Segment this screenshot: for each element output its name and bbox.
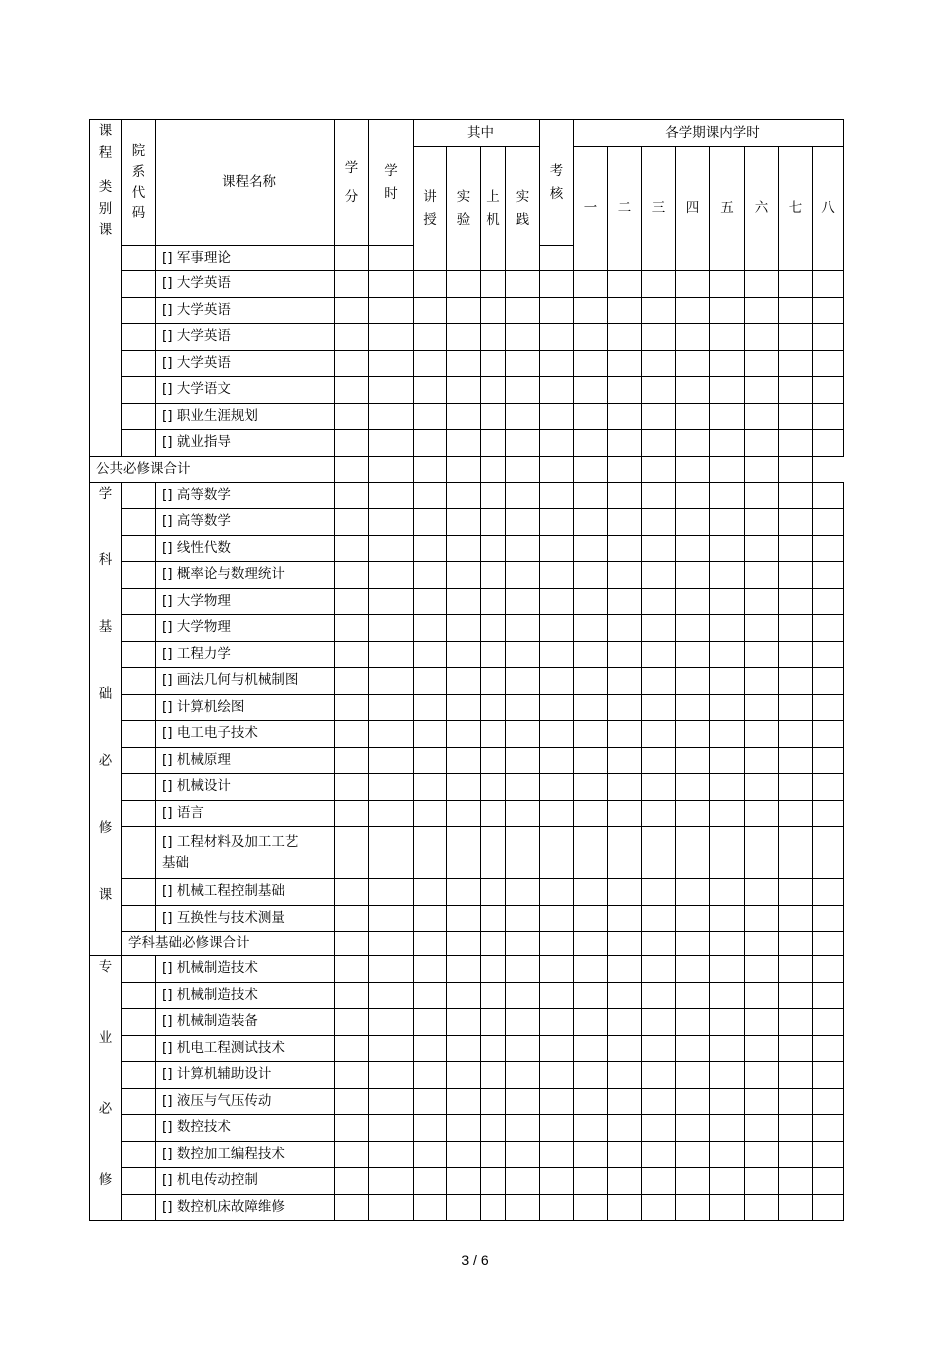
course-name-cell: [] 计算机绘图 [156, 694, 335, 721]
semester-4: 四 [676, 147, 710, 271]
header-credit: 学 分 [335, 120, 369, 246]
table-row [90, 271, 844, 298]
table-row [90, 509, 844, 536]
dept-code-cell [122, 982, 156, 1009]
table-row [90, 694, 844, 721]
course-name-cell: [] 大学英语 [156, 350, 335, 377]
course-name-cell: [] 线性代数 [156, 535, 335, 562]
dept-code-cell [122, 1115, 156, 1142]
course-name-cell: [] 高等数学 [156, 509, 335, 536]
dept-code-cell [122, 956, 156, 983]
category-major-required: 专 业 必 修 [90, 956, 122, 1221]
dept-code-cell [122, 377, 156, 404]
dept-code-cell [122, 800, 156, 827]
table-row [90, 350, 844, 377]
table-row [90, 982, 844, 1009]
course-name-cell: [] 机械制造装备 [156, 1009, 335, 1036]
header-course-name: 课程名称 [156, 120, 335, 246]
table-row [90, 588, 844, 615]
subtotal-label: 学科基础必修课合计 [122, 932, 335, 956]
dept-code-cell [122, 879, 156, 906]
course-name-cell: [] 数控机床故障维修 [156, 1194, 335, 1221]
category-discipline-basic: 学 科 基 础 必 修 课 [90, 482, 122, 956]
dept-code-cell [122, 1088, 156, 1115]
page-number: 3 / 6 [461, 1252, 489, 1268]
dept-code-cell [122, 1009, 156, 1036]
dept-code-cell [122, 246, 156, 271]
course-name-cell: [] 机电传动控制 [156, 1168, 335, 1195]
dept-code-cell [122, 1062, 156, 1089]
course-name-cell: [] 大学英语 [156, 297, 335, 324]
course-name-cell: [] 大学物理 [156, 588, 335, 615]
course-name-cell: [] 画法几何与机械制图 [156, 668, 335, 695]
course-name-cell: [] 机械制造技术 [156, 956, 335, 983]
dept-code-cell [122, 588, 156, 615]
dept-code-cell [122, 324, 156, 351]
semester-2: 二 [608, 147, 642, 271]
course-name-cell: [] 职业生涯规划 [156, 403, 335, 430]
dept-code-cell [122, 1035, 156, 1062]
semester-7: 七 [779, 147, 813, 271]
dept-code-cell [122, 1141, 156, 1168]
dept-code-cell [122, 747, 156, 774]
dept-code-cell [122, 641, 156, 668]
course-plan-table [89, 119, 844, 1221]
table-row [90, 562, 844, 589]
course-name-cell: [] 互换性与技术测量 [156, 905, 335, 932]
dept-code-cell [122, 905, 156, 932]
subtotal-label: 公共必修课合计 [90, 456, 335, 482]
course-name-cell: [] 工程材料及加工工艺 基础 [156, 827, 335, 879]
table-row [90, 1035, 844, 1062]
table-row [90, 430, 844, 457]
header-practice: 实 践 [506, 147, 540, 271]
header-computer: 上 机 [481, 147, 506, 271]
dept-code-cell [122, 1168, 156, 1195]
course-name-cell: [] 概率论与数理统计 [156, 562, 335, 589]
course-name-cell: [] 计算机辅助设计 [156, 1062, 335, 1089]
table-row [90, 482, 844, 509]
dept-code-cell [122, 271, 156, 298]
table-row [90, 535, 844, 562]
dept-code-cell [122, 509, 156, 536]
dept-code-cell [122, 668, 156, 695]
dept-code-cell [122, 562, 156, 589]
course-name-cell: [] 机械原理 [156, 747, 335, 774]
header-row-1 [90, 120, 844, 147]
table-row [90, 615, 844, 642]
table-row [90, 1062, 844, 1089]
header-category: 课 程 类 别 课 [90, 120, 122, 457]
subtotal-row [90, 456, 844, 482]
course-name-cell: [] 军事理论 [156, 246, 335, 271]
header-semester-hours: 各学期课内学时 [574, 120, 844, 147]
course-name-cell: [] 液压与气压传动 [156, 1088, 335, 1115]
table-row [90, 721, 844, 748]
header-hours: 学 时 [369, 120, 414, 246]
dept-code-cell [122, 297, 156, 324]
dept-code-cell [122, 615, 156, 642]
dept-code-cell [122, 694, 156, 721]
dept-code-cell [122, 1194, 156, 1221]
table-row [90, 1141, 844, 1168]
course-name-cell: [] 就业指导 [156, 430, 335, 457]
dept-code-cell [122, 350, 156, 377]
table-row [90, 377, 844, 404]
table-row [90, 905, 844, 932]
course-name-cell: [] 机械工程控制基础 [156, 879, 335, 906]
table-row [90, 827, 844, 879]
course-name-cell: [] 电工电子技术 [156, 721, 335, 748]
dept-code-cell [122, 535, 156, 562]
dept-code-cell [122, 430, 156, 457]
table-row [90, 1009, 844, 1036]
course-name-cell: [] 高等数学 [156, 482, 335, 509]
table-row [90, 800, 844, 827]
course-name-cell: [] 机电工程测试技术 [156, 1035, 335, 1062]
course-name-cell: [] 大学英语 [156, 271, 335, 298]
semester-3: 三 [642, 147, 676, 271]
subtotal-row [90, 932, 844, 956]
dept-code-cell [122, 403, 156, 430]
dept-code-cell [122, 721, 156, 748]
header-lecture: 讲 授 [414, 147, 447, 271]
table-row [90, 668, 844, 695]
table-row [90, 297, 844, 324]
table-row [90, 747, 844, 774]
table-row [90, 956, 844, 983]
dept-code-cell [122, 827, 156, 879]
header-dept-code: 院 系 代 码 [122, 120, 156, 246]
header-experiment: 实 验 [447, 147, 481, 271]
table-row [90, 324, 844, 351]
header-of-which: 其中 [414, 120, 540, 147]
course-name-cell: [] 大学英语 [156, 324, 335, 351]
semester-8: 八 [813, 147, 844, 271]
semester-1: 一 [574, 147, 608, 271]
course-name-cell: [] 语言 [156, 800, 335, 827]
table-row [90, 1088, 844, 1115]
course-name-cell: [] 机械设计 [156, 774, 335, 801]
semester-5: 五 [710, 147, 745, 271]
course-name-cell: [] 数控技术 [156, 1115, 335, 1142]
header-exam: 考 核 [540, 120, 574, 246]
table-row [90, 1168, 844, 1195]
table-row [90, 1115, 844, 1142]
table-row [90, 879, 844, 906]
table-row [90, 641, 844, 668]
semester-6: 六 [745, 147, 779, 271]
dept-code-cell [122, 482, 156, 509]
table-row [90, 1194, 844, 1221]
course-name-cell: [] 数控加工编程技术 [156, 1141, 335, 1168]
table-row [90, 774, 844, 801]
course-name-cell: [] 大学语文 [156, 377, 335, 404]
table-row [90, 403, 844, 430]
course-name-cell: [] 工程力学 [156, 641, 335, 668]
course-name-cell: [] 机械制造技术 [156, 982, 335, 1009]
course-name-cell: [] 大学物理 [156, 615, 335, 642]
dept-code-cell [122, 774, 156, 801]
